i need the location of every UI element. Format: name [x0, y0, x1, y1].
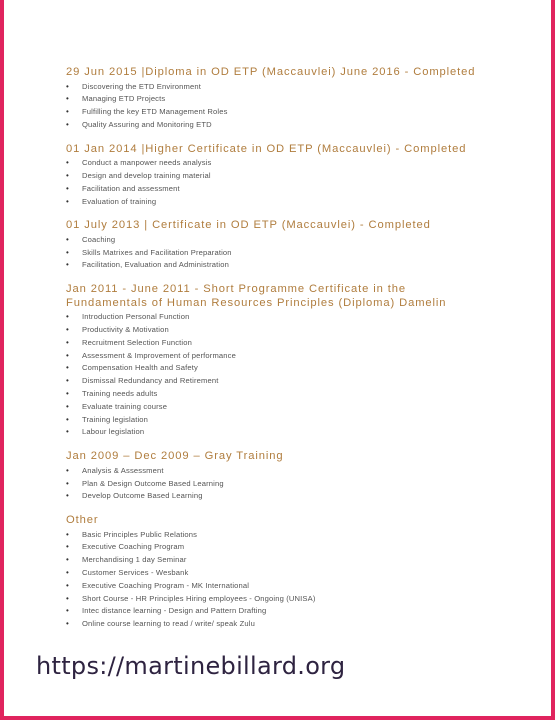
list-item: • Plan & Design Outcome Based Learning	[66, 478, 486, 491]
list-item: • Online course learning to read / write/ speak Zulu	[66, 618, 486, 631]
list-item: • Basic Principles Public Relations	[66, 529, 486, 542]
list-item: • Discovering the ETD Environment	[66, 81, 486, 94]
list-item: • Analysis & Assessment	[66, 465, 486, 478]
bullet-list	[66, 234, 486, 272]
list-item: • Productivity & Motivation	[66, 324, 486, 337]
bullet-list	[66, 465, 486, 503]
education-section	[66, 66, 486, 132]
list-item: • Conduct a manpower needs analysis	[66, 157, 486, 170]
list-item: • Short Course - HR Principles Hiring employees - Ongoing (UNISA)	[66, 593, 486, 606]
list-item: • Introduction Personal Function	[66, 311, 486, 324]
list-item: • Facilitation, Evaluation and Administration	[66, 259, 486, 272]
section-heading: 29 Jun 2015 |Diploma in OD ETP (Maccauvlei) June 2016 - Completed	[66, 66, 476, 78]
list-item: • Training needs adults	[66, 388, 486, 401]
list-item: • Compensation Health and Safety	[66, 362, 486, 375]
list-item: • Merchandising 1 day Seminar	[66, 554, 486, 567]
list-item: • Customer Services - Wesbank	[66, 567, 486, 580]
section-heading: 01 July 2013 | Certificate in OD ETP (Maccauvlei) - Completed	[66, 219, 431, 232]
education-section	[66, 143, 486, 209]
education-section	[66, 283, 486, 439]
education-section	[66, 514, 486, 631]
list-item: • Evaluate training course	[66, 401, 486, 414]
list-item: • Assessment & Improvement of performance	[66, 350, 486, 363]
list-item: • Skills Matrixes and Facilitation Preparation	[66, 247, 486, 260]
list-item: • Executive Coaching Program - MK International	[66, 580, 486, 593]
bullet-list	[66, 81, 486, 132]
list-item: • Managing ETD Projects	[66, 93, 486, 106]
list-item: • Executive Coaching Program	[66, 541, 486, 554]
education-content	[66, 66, 486, 642]
list-item: • Develop Outcome Based Learning	[66, 490, 486, 503]
list-item: • Evaluation of training	[66, 196, 486, 209]
list-item: • Fulfilling the key ETD Management Roles	[66, 106, 486, 119]
education-section	[66, 219, 486, 272]
list-item: • Quality Assuring and Monitoring ETD	[66, 119, 486, 132]
bullet-list	[66, 529, 486, 631]
list-item: • Training legislation	[66, 414, 486, 427]
list-item: • Recruitment Selection Function	[66, 337, 486, 350]
list-item: • Coaching	[66, 234, 486, 247]
list-item: • Dismissal Redundancy and Retirement	[66, 375, 486, 388]
list-item: • Facilitation and assessment	[66, 183, 486, 196]
list-item: • Design and develop training material	[66, 170, 486, 183]
bullet-list	[66, 311, 486, 439]
section-heading: Other	[66, 514, 99, 527]
watermark-url: https://martinebillard.org	[36, 652, 346, 680]
section-heading: Jan 2011 - June 2011 - Short Programme Certificate in the Fundamentals of Human Resources Principles (Diploma) Damelin	[66, 283, 447, 309]
list-item: • Intec distance learning - Design and Pattern Drafting	[66, 605, 486, 618]
bullet-list	[66, 157, 486, 208]
section-heading: 01 Jan 2014 |Higher Certificate in OD ETP (Maccauvlei) - Completed	[66, 142, 467, 155]
education-section	[66, 450, 486, 503]
section-heading: Jan 2009 – Dec 2009 – Gray Training	[66, 450, 284, 463]
list-item: • Labour legislation	[66, 426, 486, 439]
